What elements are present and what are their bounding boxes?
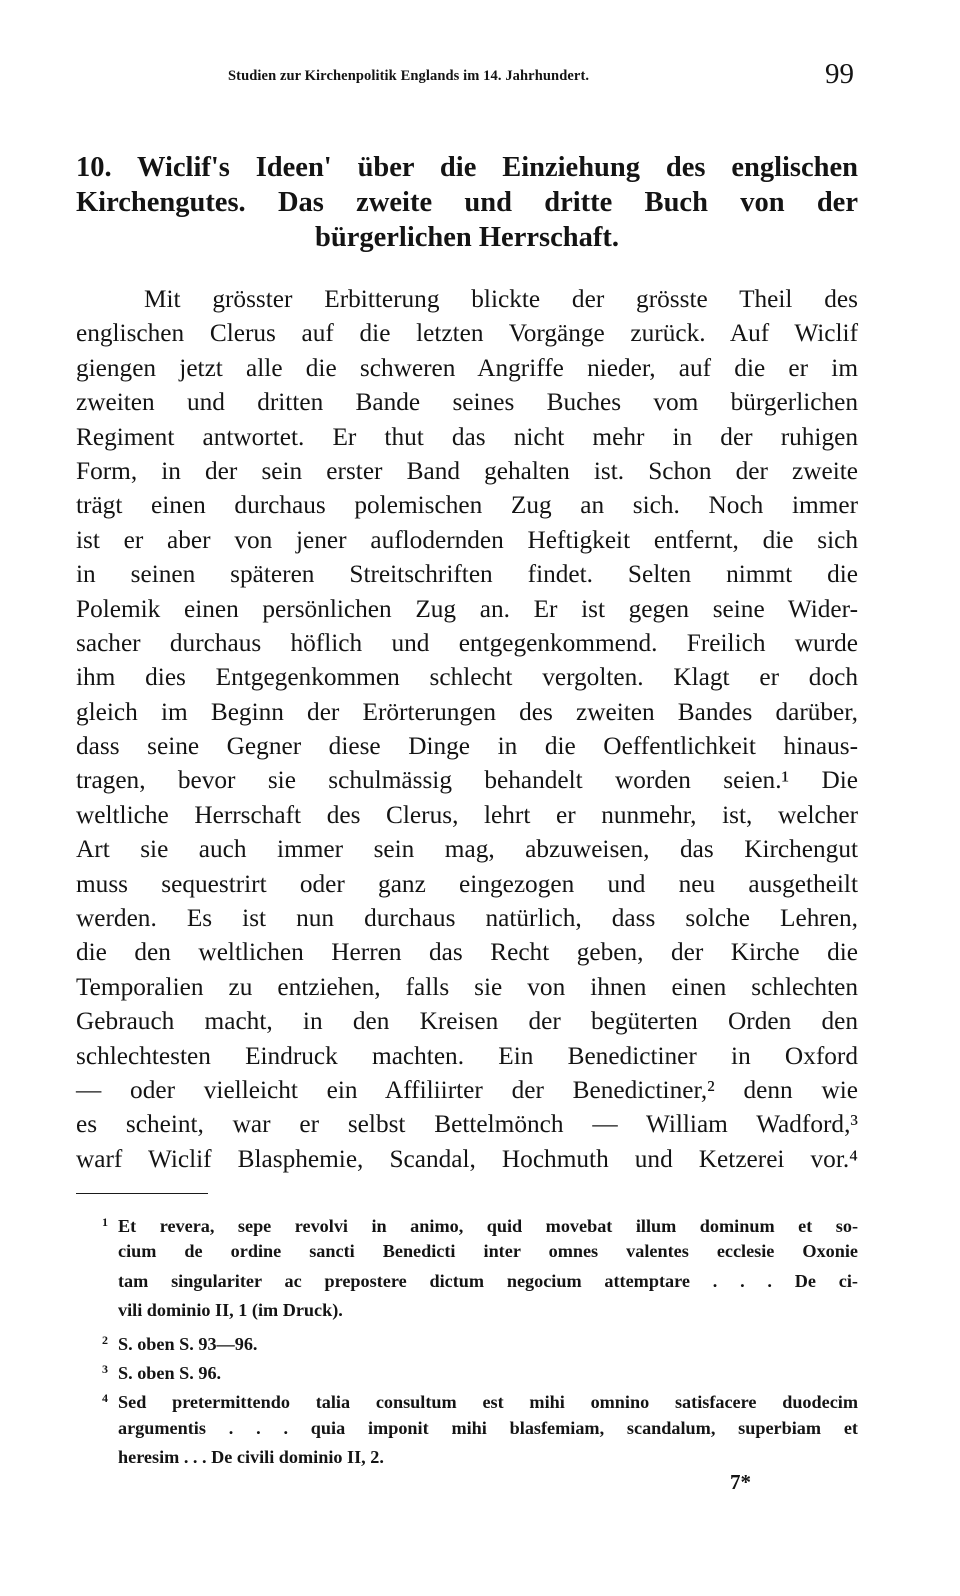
footnote-mark: 4 xyxy=(102,1391,108,1406)
text-line: werden. Es ist nun durchaus natürlich, dass solche Lehren, xyxy=(76,904,858,933)
text-line: tragen, bevor sie schulmässig behandelt worden seien.¹ Die xyxy=(76,766,858,795)
text-line: Gebrauch macht, in den Kreisen der begüterten Orden den xyxy=(76,1007,858,1036)
text-line: gleich im Beginn der Erörterungen des zweiten Bandes darüber, xyxy=(76,697,858,726)
footnote-mark: 3 xyxy=(102,1361,108,1376)
heading-line: 10. Wiclif's Ideen' über die Einziehung des englischen xyxy=(76,152,858,183)
text-line: es scheint, war er selbst Bettelmönch — William Wadford,³ xyxy=(76,1110,858,1139)
footnote-1 xyxy=(76,1208,858,1237)
text-line: Art sie auch immer sein mag, abzuweisen, das Kirchengut xyxy=(76,835,858,864)
footnote-line: argumentis . . . quia imponit mihi blasfemiam, scandalum, superbiam et xyxy=(118,1417,858,1438)
footnote-line: cium de ordine sancti Benedicti inter omnes valentes ecclesie Oxonie xyxy=(118,1241,858,1262)
text-line: muss sequestrirt oder ganz eingezogen und neu ausgetheilt xyxy=(76,869,858,898)
text-line: englischen Clerus auf die letzten Vorgänge zurück. Auf Wiclif xyxy=(76,319,858,348)
footnote-text: S. oben S. 93—96. xyxy=(118,1333,258,1354)
footnotes xyxy=(76,1208,858,1473)
footnote-text: Sed pretermittendo talia consultum est mihi omnino satisfacere duodecim xyxy=(118,1392,858,1413)
text-line: — oder vielleicht ein Affiliirter der Benedictiner,² denn wie xyxy=(76,1075,858,1104)
running-head xyxy=(76,58,858,98)
text-line: zweiten und dritten Bande seines Buches vom bürgerlichen xyxy=(76,388,858,417)
footnote-line: tam singulariter ac prepostere dictum negocium attemptare . . . De ci- xyxy=(118,1270,858,1291)
text-line: weltliche Herrschaft des Clerus, lehrt er nunmehr, ist, welcher xyxy=(76,800,858,829)
text-line: schlechtesten Eindruck machten. Ein Benedictiner in Oxford xyxy=(76,1041,858,1070)
text-line: Polemik einen persönlichen Zug an. Er ist gegen seine Wider- xyxy=(76,594,858,623)
text-line: Mit grösster Erbitterung blickte der grösste Theil des xyxy=(144,285,858,313)
text-line: giengen jetzt alle die schweren Angriffe nieder, auf die er im xyxy=(76,353,858,382)
text-line: sacher durchaus höflich und entgegenkommend. Freilich wurde xyxy=(76,628,858,657)
footnote-mark: 1 xyxy=(102,1215,108,1229)
heading-line: bürgerlichen Herrschaft. xyxy=(315,222,619,253)
footnote-2 xyxy=(76,1326,858,1355)
text-line: Regiment antwortet. Er thut das nicht mehr in der ruhigen xyxy=(76,422,858,451)
body-paragraph xyxy=(76,282,858,1176)
running-title: Studien zur Kirchenpolitik Englands im 14. Jahrhundert. xyxy=(228,68,590,84)
text-line: warf Wiclif Blasphemie, Scandal, Hochmuth und Ketzerei vor.⁴ xyxy=(76,1144,858,1173)
book-page xyxy=(76,0,858,1596)
text-line: Form, in der sein erster Band gehalten ist. Schon der zweite xyxy=(76,456,858,485)
text-line: trägt einen durchaus polemischen Zug an sich. Noch immer xyxy=(76,491,858,520)
footnote-text: S. oben S. 96. xyxy=(118,1362,222,1383)
footnote-3 xyxy=(76,1355,858,1384)
section-heading xyxy=(76,150,858,255)
page-number: 99 xyxy=(825,58,854,90)
footnote-mark: 2 xyxy=(102,1332,108,1347)
heading-line: Kirchengutes. Das zweite und dritte Buch von der xyxy=(76,187,858,218)
footnote-4 xyxy=(76,1384,858,1413)
text-line: ist er aber von jener auflodernden Heftigkeit entfernt, die sich xyxy=(76,525,858,554)
text-line: ihm dies Entgegenkommen schlecht vergolten. Klagt er doch xyxy=(76,663,858,692)
footnote-text: Et revera, sepe revolvi in animo, quid movebat illum dominum et so- xyxy=(118,1216,858,1236)
text-line: Temporalien zu entziehen, falls sie von ihnen einen schlechten xyxy=(76,972,858,1001)
footnote-divider xyxy=(76,1193,208,1194)
text-line: in seinen späteren Streitschriften findet. Selten nimmt die xyxy=(76,560,858,589)
text-line: die den weltlichen Herren das Recht geben, der Kirche die xyxy=(76,938,858,967)
footnote-line: vili dominio II, 1 (im Druck). xyxy=(118,1300,343,1321)
signature-mark: 7* xyxy=(730,1470,751,1494)
text-line: dass seine Gegner diese Dinge in die Oeffentlichkeit hinaus- xyxy=(76,732,858,761)
footnote-line: heresim . . . De civili dominio II, 2. xyxy=(118,1447,384,1468)
